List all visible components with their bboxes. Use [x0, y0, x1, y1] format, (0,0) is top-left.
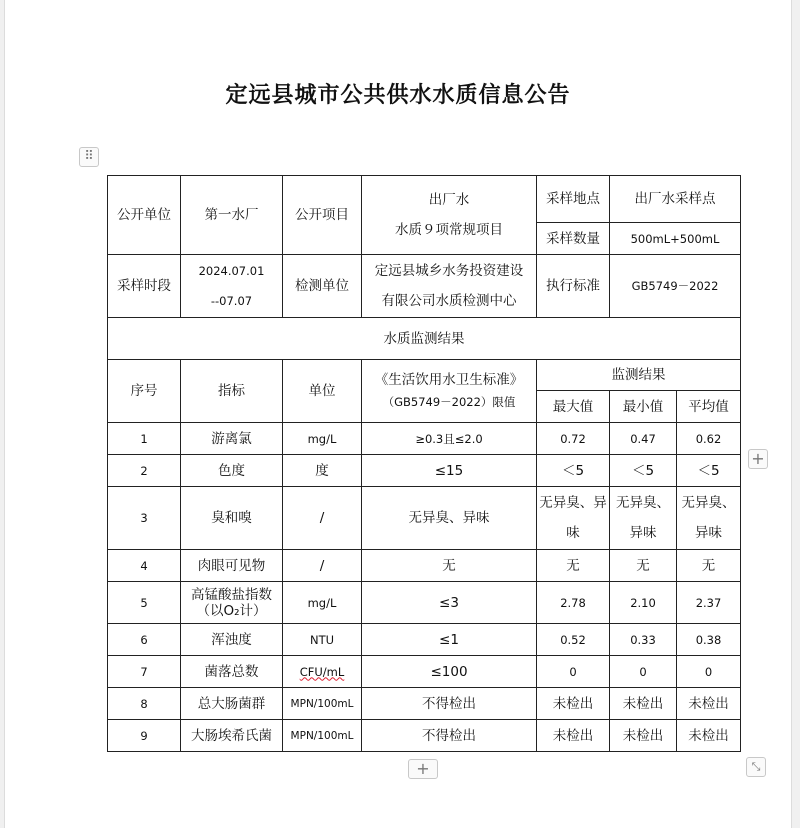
row-min: 未检出	[610, 688, 677, 720]
site-label: 采样地点	[537, 176, 610, 223]
row-unit: /	[283, 487, 362, 550]
header-unit: 单位	[283, 360, 362, 423]
table-row	[108, 550, 741, 582]
header-limit-line1: 《生活饮用水卫生标准》	[374, 372, 524, 388]
table-row	[108, 455, 741, 487]
period-label: 采样时段	[108, 255, 181, 318]
row-limit: 不得检出	[362, 720, 537, 752]
row-unit: mg/L	[283, 423, 362, 455]
row-avg: 无异臭、异味	[677, 487, 741, 550]
row-unit: MPN/100mL	[283, 688, 362, 720]
row-min: 无异臭、异味	[610, 487, 677, 550]
row-min: 无	[610, 550, 677, 582]
row-limit: ≤3	[362, 582, 537, 624]
row-min: ＜5	[610, 455, 677, 487]
header-limit-line2: （GB5749－2022）限值	[382, 395, 516, 409]
resize-table-icon[interactable]: ⤡	[746, 757, 766, 777]
lab-label: 检测单位	[283, 255, 362, 318]
row-max: 未检出	[537, 720, 610, 752]
row-indicator: 游离氯	[181, 423, 283, 455]
row-max: 无	[537, 550, 610, 582]
header-result: 监测结果	[537, 360, 741, 391]
water-quality-table	[107, 175, 741, 752]
lab-line1: 定远县城乡水务投资建设	[374, 263, 524, 279]
row-avg: 0.38	[677, 624, 741, 656]
site-value: 出厂水采样点	[610, 176, 741, 223]
row-min: 未检出	[610, 720, 677, 752]
row-no: 1	[108, 423, 181, 455]
unit-value: 第一水厂	[181, 176, 283, 255]
row-unit: NTU	[283, 624, 362, 656]
table-row	[108, 720, 741, 752]
row-no: 9	[108, 720, 181, 752]
row-avg: 无	[677, 550, 741, 582]
row-min: 0	[610, 656, 677, 688]
period-line2: --07.07	[210, 294, 253, 308]
row-max: 无异臭、异味	[537, 487, 610, 550]
row-limit: 无	[362, 550, 537, 582]
row-limit: ≤100	[362, 656, 537, 688]
header-max: 最大值	[537, 391, 610, 423]
row-indicator: 浑浊度	[181, 624, 283, 656]
row-avg: 未检出	[677, 688, 741, 720]
row-no: 6	[108, 624, 181, 656]
row-limit: 不得检出	[362, 688, 537, 720]
row-limit: 无异臭、异味	[362, 487, 537, 550]
std-label: 执行标准	[537, 255, 610, 318]
table-row	[108, 423, 741, 455]
row-no: 3	[108, 487, 181, 550]
lab-value	[362, 255, 537, 318]
row-indicator: 臭和嗅	[181, 487, 283, 550]
row-avg: 0	[677, 656, 741, 688]
row-avg: 未检出	[677, 720, 741, 752]
item-value	[362, 176, 537, 255]
item-line1: 出厂水	[428, 192, 470, 208]
unit-label: 公开单位	[108, 176, 181, 255]
item-line2: 水质９项常规项目	[395, 222, 503, 238]
add-row-icon[interactable]: +	[408, 759, 438, 779]
table-row	[108, 582, 741, 624]
row-no: 5	[108, 582, 181, 624]
row-max: ＜5	[537, 455, 610, 487]
std-value: GB5749－2022	[610, 255, 741, 318]
row-limit: ≥0.3且≤2.0	[362, 423, 537, 455]
row-unit: CFU/mL	[283, 656, 362, 688]
table-row	[108, 624, 741, 656]
row-limit: ≤1	[362, 624, 537, 656]
item-label: 公开项目	[283, 176, 362, 255]
document-title: 定远县城市公共供水水质信息公告	[225, 83, 571, 108]
header-no: 序号	[108, 360, 181, 423]
row-max: 0	[537, 656, 610, 688]
header-avg: 平均值	[677, 391, 741, 423]
row-unit: /	[283, 550, 362, 582]
period-line1: 2024.07.01	[198, 264, 265, 278]
row-max: 0.72	[537, 423, 610, 455]
row-avg: 0.62	[677, 423, 741, 455]
row-max: 未检出	[537, 688, 610, 720]
row-indicator: 高锰酸盐指数（以O₂计）	[181, 582, 283, 624]
row-unit: mg/L	[283, 582, 362, 624]
qty-label: 采样数量	[537, 223, 610, 255]
row-limit: ≤15	[362, 455, 537, 487]
table-row	[108, 688, 741, 720]
row-unit: 度	[283, 455, 362, 487]
row-no: 4	[108, 550, 181, 582]
row-avg: 2.37	[677, 582, 741, 624]
lab-line2: 有限公司水质检测中心	[381, 293, 517, 309]
row-max: 0.52	[537, 624, 610, 656]
row-min: 0.47	[610, 423, 677, 455]
row-indicator: 大肠埃希氏菌	[181, 720, 283, 752]
row-no: 2	[108, 455, 181, 487]
row-no: 7	[108, 656, 181, 688]
header-min: 最小值	[610, 391, 677, 423]
row-no: 8	[108, 688, 181, 720]
table-row	[108, 656, 741, 688]
period-value	[181, 255, 283, 318]
table-drag-handle-icon[interactable]: ⠿	[79, 147, 99, 167]
table-row	[108, 487, 741, 550]
row-unit: MPN/100mL	[283, 720, 362, 752]
header-limit	[362, 360, 537, 423]
row-min: 0.33	[610, 624, 677, 656]
row-avg: ＜5	[677, 455, 741, 487]
row-indicator: 总大肠菌群	[181, 688, 283, 720]
section-title: 水质监测结果	[108, 318, 741, 360]
row-indicator: 肉眼可见物	[181, 550, 283, 582]
qty-value: 500mL+500mL	[610, 223, 741, 255]
add-column-icon[interactable]: +	[748, 449, 768, 469]
row-indicator: 菌落总数	[181, 656, 283, 688]
row-indicator: 色度	[181, 455, 283, 487]
row-min: 2.10	[610, 582, 677, 624]
header-indicator: 指标	[181, 360, 283, 423]
row-max: 2.78	[537, 582, 610, 624]
